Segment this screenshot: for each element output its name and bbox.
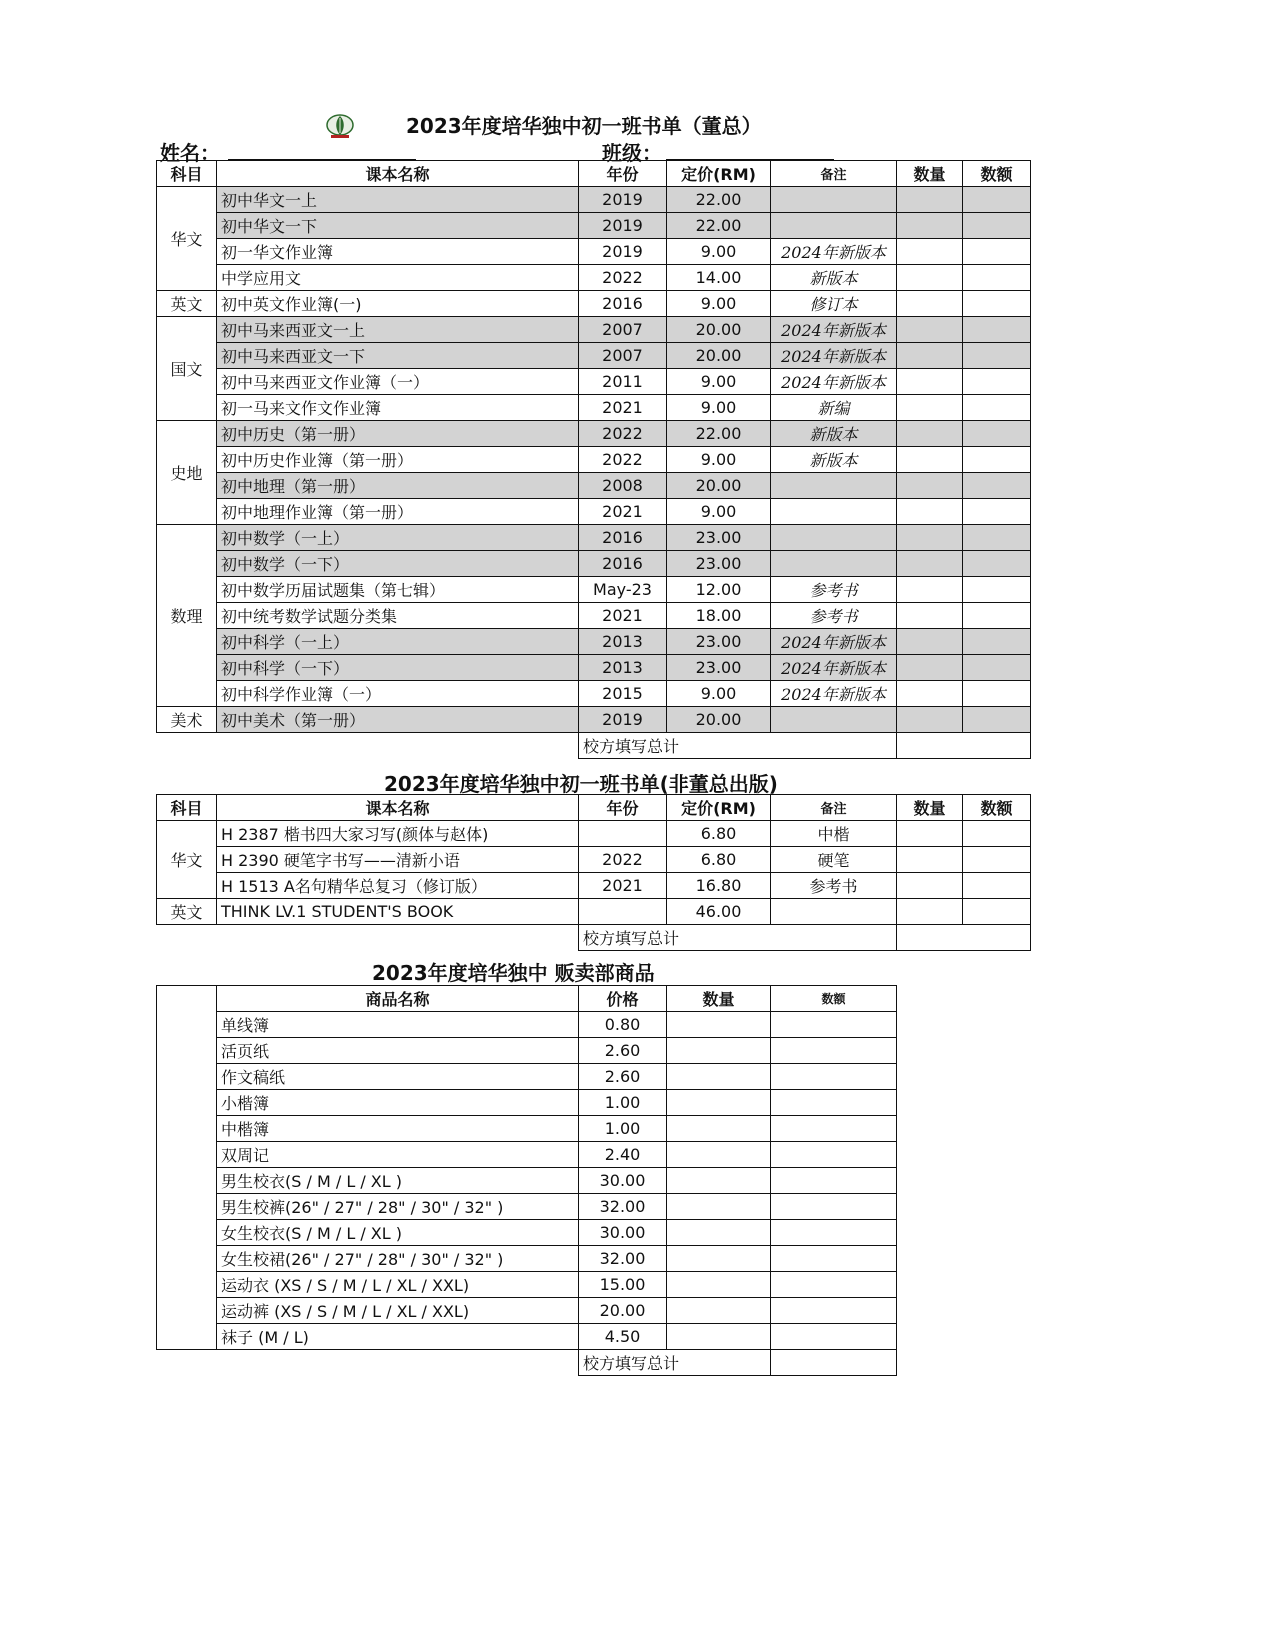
book-year: 2019 [579, 239, 667, 265]
amount-cell[interactable] [771, 1246, 897, 1272]
table-row [157, 265, 1031, 291]
amount-cell[interactable] [963, 265, 1031, 291]
qty-cell[interactable] [897, 447, 963, 473]
book-name: 初中数学历届试题集（第七辑） [217, 577, 579, 603]
qty-cell[interactable] [897, 681, 963, 707]
book-note: 2024年新版本 [771, 681, 897, 707]
book-name: 初中马来西亚文一上 [217, 317, 579, 343]
item-name: 袜子 (M / L) [217, 1324, 579, 1350]
table-row [157, 239, 1031, 265]
col-subject: 科目 [157, 795, 217, 821]
total-label: 校方填写总计 [579, 1350, 771, 1376]
item-name: 单线簿 [217, 1012, 579, 1038]
table-row [157, 1064, 897, 1090]
item-name: 活页纸 [217, 1038, 579, 1064]
col-qty: 数量 [667, 986, 771, 1012]
item-price: 1.00 [579, 1116, 667, 1142]
book-year: 2019 [579, 707, 667, 733]
col-qty: 数量 [897, 795, 963, 821]
amount-cell[interactable] [963, 577, 1031, 603]
table-row [157, 1090, 897, 1116]
book-year: 2013 [579, 655, 667, 681]
qty-cell[interactable] [897, 577, 963, 603]
table-row [157, 369, 1031, 395]
book-name: 初中华文一下 [217, 213, 579, 239]
col-price: 定价(RM) [667, 161, 771, 187]
section2-title: 2023年度培华独中初一班书单(非董总出版) [384, 772, 778, 796]
table-row [157, 847, 1031, 873]
book-name: 初一马来文作文作业簿 [217, 395, 579, 421]
table-row [157, 655, 1031, 681]
book-price: 6.80 [667, 821, 771, 847]
amount-cell[interactable] [963, 525, 1031, 551]
blank-cell [157, 925, 579, 951]
qty-cell[interactable] [667, 1272, 771, 1298]
qty-cell[interactable] [667, 1090, 771, 1116]
table-row [157, 1246, 897, 1272]
amount-cell[interactable] [771, 1142, 897, 1168]
amount-cell[interactable] [963, 821, 1031, 847]
book-note: 新版本 [771, 447, 897, 473]
col-note: 备注 [771, 161, 897, 187]
book-year [579, 899, 667, 925]
book-year: 2019 [579, 187, 667, 213]
book-name: 初一华文作业簿 [217, 239, 579, 265]
book-note: 2024年新版本 [771, 369, 897, 395]
col-note: 备注 [771, 795, 897, 821]
book-name: 初中地理作业簿（第一册） [217, 499, 579, 525]
book-name: 初中科学（一上） [217, 629, 579, 655]
amount-cell[interactable] [963, 369, 1031, 395]
amount-cell[interactable] [771, 1116, 897, 1142]
col-subject: 科目 [157, 161, 217, 187]
col-item: 商品名称 [217, 986, 579, 1012]
qty-cell[interactable] [667, 1142, 771, 1168]
qty-cell[interactable] [667, 1298, 771, 1324]
table-row [157, 1116, 897, 1142]
book-year: 2022 [579, 265, 667, 291]
table-row [157, 873, 1031, 899]
class-label: 班级： [602, 141, 662, 165]
subject-cell: 国文 [157, 317, 217, 421]
total-amount-cell[interactable] [771, 1350, 897, 1376]
col-year: 年份 [579, 161, 667, 187]
book-price: 9.00 [667, 681, 771, 707]
amount-cell[interactable] [771, 1064, 897, 1090]
book-note: 新版本 [771, 421, 897, 447]
shop-items-table [156, 985, 897, 1376]
amount-cell[interactable] [771, 1298, 897, 1324]
item-name: 男生校衣(S / M / L / XL ) [217, 1168, 579, 1194]
qty-cell[interactable] [897, 473, 963, 499]
table-row [157, 821, 1031, 847]
item-name: 小楷簿 [217, 1090, 579, 1116]
qty-cell[interactable] [897, 291, 963, 317]
col-amount: 数额 [963, 161, 1031, 187]
book-year: 2022 [579, 421, 667, 447]
qty-cell[interactable] [897, 395, 963, 421]
amount-cell[interactable] [963, 681, 1031, 707]
qty-cell[interactable] [667, 1116, 771, 1142]
table-row [157, 1194, 897, 1220]
subject-cell: 英文 [157, 291, 217, 317]
table-row [157, 499, 1031, 525]
item-name: 运动衣 (XS / S / M / L / XL / XXL) [217, 1272, 579, 1298]
book-name: 中学应用文 [217, 265, 579, 291]
amount-cell[interactable] [963, 603, 1031, 629]
table-header-row [157, 795, 1031, 821]
book-year: 2019 [579, 213, 667, 239]
book-note: 硬笔 [771, 847, 897, 873]
blank-cell [157, 1350, 579, 1376]
item-name: 女生校裙(26" / 27" / 28" / 30" / 32" ) [217, 1246, 579, 1272]
booklist-table-dongzong [156, 160, 1031, 759]
qty-cell[interactable] [897, 655, 963, 681]
qty-cell[interactable] [897, 551, 963, 577]
book-price: 9.00 [667, 369, 771, 395]
qty-cell[interactable] [897, 525, 963, 551]
book-year: 2016 [579, 525, 667, 551]
table-row [157, 317, 1031, 343]
book-note: 参考书 [771, 577, 897, 603]
item-name: 中楷簿 [217, 1116, 579, 1142]
qty-cell[interactable] [667, 1246, 771, 1272]
table-header-row [157, 986, 897, 1012]
book-price: 16.80 [667, 873, 771, 899]
book-year: 2022 [579, 847, 667, 873]
book-year: 2022 [579, 447, 667, 473]
col-book: 课本名称 [217, 161, 579, 187]
total-row [157, 733, 1031, 759]
name-label: 姓名： [160, 141, 220, 165]
amount-cell[interactable] [771, 1220, 897, 1246]
amount-cell[interactable] [963, 317, 1031, 343]
table-row [157, 395, 1031, 421]
table-row [157, 551, 1031, 577]
amount-cell[interactable] [963, 847, 1031, 873]
book-name: 初中科学（一下） [217, 655, 579, 681]
subject-cell: 华文 [157, 187, 217, 291]
book-note [771, 551, 897, 577]
amount-cell[interactable] [963, 707, 1031, 733]
qty-cell[interactable] [667, 1324, 771, 1350]
class-field[interactable] [666, 137, 834, 160]
item-name: 双周记 [217, 1142, 579, 1168]
book-name: 初中华文一上 [217, 187, 579, 213]
col-qty: 数量 [897, 161, 963, 187]
book-name: 初中科学作业簿（一） [217, 681, 579, 707]
book-price: 9.00 [667, 239, 771, 265]
item-price: 32.00 [579, 1194, 667, 1220]
qty-cell[interactable] [897, 369, 963, 395]
item-price: 15.00 [579, 1272, 667, 1298]
table-row [157, 1324, 897, 1350]
qty-cell[interactable] [897, 421, 963, 447]
table-header-row [157, 161, 1031, 187]
table-row [157, 629, 1031, 655]
item-name: 女生校衣(S / M / L / XL ) [217, 1220, 579, 1246]
book-price: 14.00 [667, 265, 771, 291]
subject-cell: 史地 [157, 421, 217, 525]
book-note: 新编 [771, 395, 897, 421]
book-price: 23.00 [667, 655, 771, 681]
col-price: 价格 [579, 986, 667, 1012]
table-row [157, 447, 1031, 473]
item-price: 2.60 [579, 1064, 667, 1090]
book-year: 2013 [579, 629, 667, 655]
table-row [157, 343, 1031, 369]
item-price: 1.00 [579, 1090, 667, 1116]
book-note: 2024年新版本 [771, 239, 897, 265]
col-book: 课本名称 [217, 795, 579, 821]
book-note [771, 707, 897, 733]
amount-cell[interactable] [963, 473, 1031, 499]
qty-cell[interactable] [897, 213, 963, 239]
table-row [157, 707, 1031, 733]
book-price: 20.00 [667, 343, 771, 369]
table-row [157, 681, 1031, 707]
book-price: 23.00 [667, 525, 771, 551]
amount-cell[interactable] [963, 899, 1031, 925]
amount-cell[interactable] [963, 873, 1031, 899]
book-year: 2021 [579, 603, 667, 629]
amount-cell[interactable] [963, 629, 1031, 655]
book-price: 20.00 [667, 707, 771, 733]
qty-cell[interactable] [897, 603, 963, 629]
amount-cell[interactable] [771, 1194, 897, 1220]
amount-cell[interactable] [771, 1324, 897, 1350]
amount-cell[interactable] [963, 551, 1031, 577]
amount-cell[interactable] [771, 1012, 897, 1038]
blank-cell [157, 733, 579, 759]
book-price: 20.00 [667, 317, 771, 343]
amount-cell[interactable] [963, 239, 1031, 265]
item-name: 作文稿纸 [217, 1064, 579, 1090]
book-note: 参考书 [771, 873, 897, 899]
table-row [157, 473, 1031, 499]
book-price: 6.80 [667, 847, 771, 873]
table-row [157, 1142, 897, 1168]
table-row [157, 577, 1031, 603]
book-name: 初中数学（一下） [217, 551, 579, 577]
book-name: 初中历史（第一册） [217, 421, 579, 447]
book-note: 2024年新版本 [771, 629, 897, 655]
book-note: 参考书 [771, 603, 897, 629]
item-name: 男生校裤(26" / 27" / 28" / 30" / 32" ) [217, 1194, 579, 1220]
book-year: 2021 [579, 499, 667, 525]
item-name: 运动裤 (XS / S / M / L / XL / XXL) [217, 1298, 579, 1324]
book-year: 2016 [579, 551, 667, 577]
item-price: 2.40 [579, 1142, 667, 1168]
book-year [579, 821, 667, 847]
subject-cell: 华文 [157, 821, 217, 899]
subject-cell: 英文 [157, 899, 217, 925]
book-price: 23.00 [667, 551, 771, 577]
col-amount: 数额 [771, 986, 897, 1012]
book-note [771, 525, 897, 551]
table-row [157, 603, 1031, 629]
qty-cell[interactable] [897, 239, 963, 265]
subject-cell: 美术 [157, 707, 217, 733]
total-row [157, 1350, 897, 1376]
book-year: May-23 [579, 577, 667, 603]
book-year: 2007 [579, 317, 667, 343]
book-price: 22.00 [667, 213, 771, 239]
item-price: 2.60 [579, 1038, 667, 1064]
total-amount-cell[interactable] [897, 925, 1031, 951]
book-name: 初中英文作业簿(一) [217, 291, 579, 317]
book-price: 9.00 [667, 447, 771, 473]
book-name: 初中统考数学试题分类集 [217, 603, 579, 629]
book-price: 20.00 [667, 473, 771, 499]
amount-cell[interactable] [771, 1168, 897, 1194]
table-row [157, 1038, 897, 1064]
book-year: 2015 [579, 681, 667, 707]
book-year: 2008 [579, 473, 667, 499]
col-year: 年份 [579, 795, 667, 821]
booklist-table-other [156, 794, 1031, 951]
qty-cell[interactable] [667, 1038, 771, 1064]
book-price: 9.00 [667, 499, 771, 525]
book-name: H 1513 A名句精华总复习（修订版） [217, 873, 579, 899]
book-year: 2021 [579, 873, 667, 899]
amount-cell[interactable] [963, 421, 1031, 447]
qty-cell[interactable] [897, 707, 963, 733]
qty-cell[interactable] [667, 1168, 771, 1194]
total-label: 校方填写总计 [579, 733, 897, 759]
book-note: 2024年新版本 [771, 343, 897, 369]
amount-cell[interactable] [771, 1272, 897, 1298]
book-price: 12.00 [667, 577, 771, 603]
book-year: 2021 [579, 395, 667, 421]
name-field[interactable] [228, 137, 416, 160]
book-note: 2024年新版本 [771, 317, 897, 343]
book-price: 22.00 [667, 187, 771, 213]
book-note [771, 473, 897, 499]
book-year: 2011 [579, 369, 667, 395]
book-note: 新版本 [771, 265, 897, 291]
item-price: 30.00 [579, 1220, 667, 1246]
book-year: 2016 [579, 291, 667, 317]
table-row [157, 213, 1031, 239]
book-name: THINK LV.1 STUDENT'S BOOK [217, 899, 579, 925]
qty-cell[interactable] [897, 187, 963, 213]
qty-cell[interactable] [667, 1012, 771, 1038]
amount-cell[interactable] [771, 1090, 897, 1116]
book-year: 2007 [579, 343, 667, 369]
table-row [157, 1220, 897, 1246]
qty-cell[interactable] [897, 899, 963, 925]
amount-cell[interactable] [963, 213, 1031, 239]
table-row [157, 1272, 897, 1298]
book-name: 初中马来西亚文作业簿（一） [217, 369, 579, 395]
book-price: 23.00 [667, 629, 771, 655]
book-price: 22.00 [667, 421, 771, 447]
amount-cell[interactable] [963, 655, 1031, 681]
col-price: 定价(RM) [667, 795, 771, 821]
item-price: 4.50 [579, 1324, 667, 1350]
item-price: 30.00 [579, 1168, 667, 1194]
qty-cell[interactable] [897, 629, 963, 655]
book-note: 2024年新版本 [771, 655, 897, 681]
item-price: 0.80 [579, 1012, 667, 1038]
amount-cell[interactable] [963, 499, 1031, 525]
total-label: 校方填写总计 [579, 925, 897, 951]
book-note [771, 187, 897, 213]
book-name: 初中数学（一上） [217, 525, 579, 551]
item-price: 32.00 [579, 1246, 667, 1272]
book-note [771, 499, 897, 525]
col-amount: 数额 [963, 795, 1031, 821]
amount-cell[interactable] [963, 447, 1031, 473]
book-price: 46.00 [667, 899, 771, 925]
amount-cell[interactable] [963, 291, 1031, 317]
shop-subject-cell [157, 986, 217, 1350]
book-note: 修订本 [771, 291, 897, 317]
qty-cell[interactable] [667, 1194, 771, 1220]
book-name: 初中历史作业簿（第一册） [217, 447, 579, 473]
section3-title: 2023年度培华独中 贩卖部商品 [372, 961, 655, 985]
total-amount-cell[interactable] [897, 733, 1031, 759]
book-note: 中楷 [771, 821, 897, 847]
amount-cell[interactable] [963, 187, 1031, 213]
book-note [771, 899, 897, 925]
table-row [157, 525, 1031, 551]
qty-cell[interactable] [897, 343, 963, 369]
amount-cell[interactable] [963, 343, 1031, 369]
qty-cell[interactable] [897, 847, 963, 873]
qty-cell[interactable] [897, 317, 963, 343]
table-row [157, 421, 1031, 447]
qty-cell[interactable] [897, 873, 963, 899]
book-price: 9.00 [667, 395, 771, 421]
table-row [157, 1298, 897, 1324]
subject-cell: 数理 [157, 525, 217, 707]
qty-cell[interactable] [897, 821, 963, 847]
total-row [157, 925, 1031, 951]
qty-cell[interactable] [897, 265, 963, 291]
table-row [157, 899, 1031, 925]
book-name: 初中美术（第一册） [217, 707, 579, 733]
table-row [157, 187, 1031, 213]
book-note [771, 213, 897, 239]
item-price: 20.00 [579, 1298, 667, 1324]
book-name: 初中地理（第一册） [217, 473, 579, 499]
table-row [157, 291, 1031, 317]
table-row [157, 1012, 897, 1038]
qty-cell[interactable] [897, 499, 963, 525]
book-name: H 2387 楷书四大家习写(颜体与赵体) [217, 821, 579, 847]
qty-cell[interactable] [667, 1220, 771, 1246]
book-price: 18.00 [667, 603, 771, 629]
book-price: 9.00 [667, 291, 771, 317]
page-title: 2023年度培华独中初一班书单（董总） [406, 114, 762, 138]
table-row [157, 1168, 897, 1194]
book-name: H 2390 硬笔字书写——清新小语 [217, 847, 579, 873]
amount-cell[interactable] [963, 395, 1031, 421]
amount-cell[interactable] [771, 1038, 897, 1064]
book-name: 初中马来西亚文一下 [217, 343, 579, 369]
qty-cell[interactable] [667, 1064, 771, 1090]
